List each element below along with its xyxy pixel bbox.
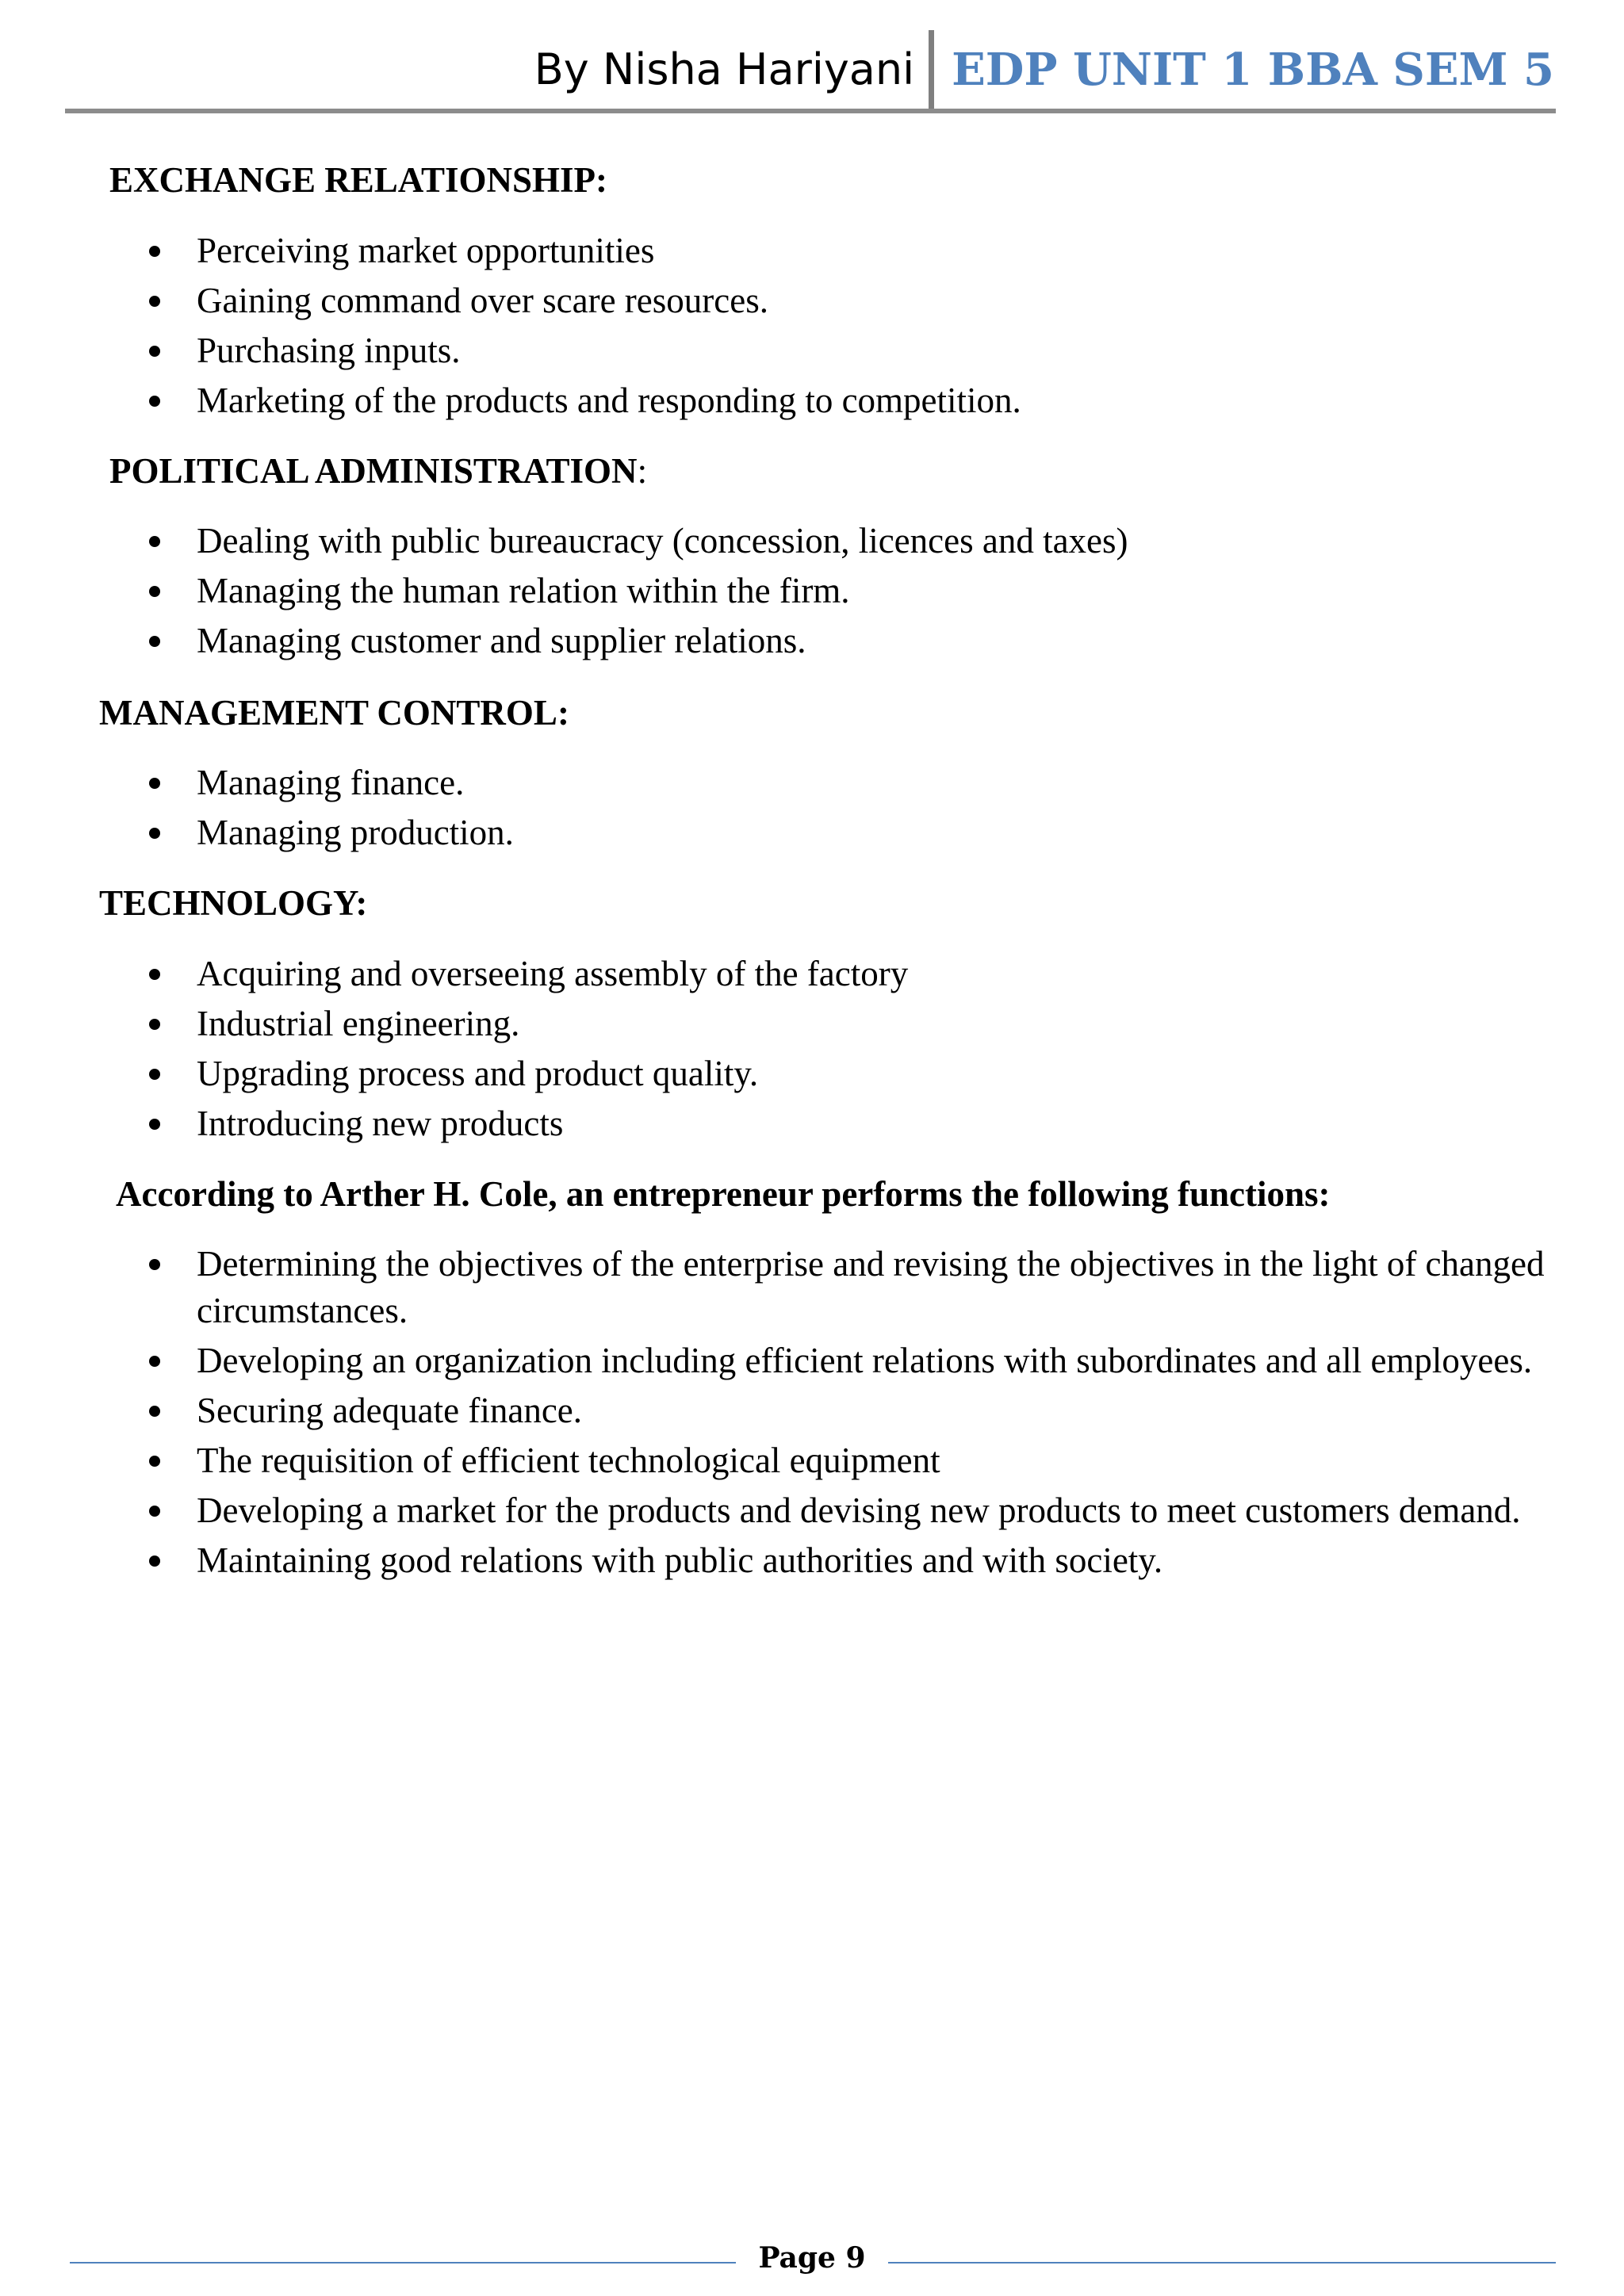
section-list-technology <box>0 951 1624 1150</box>
bullet-icon <box>149 1356 160 1367</box>
list-item-text: Introducing new products <box>197 1104 564 1143</box>
list-item-text: Managing customer and supplier relations. <box>197 621 806 660</box>
section-list-arther-cole <box>0 1241 1624 1587</box>
list-item <box>0 1241 1624 1334</box>
footer-rule-right <box>888 2262 1556 2263</box>
list-item <box>0 277 1624 324</box>
list-item-text: Determining the objectives of the enterprise and revising the objectives in the light of changed circumstances. <box>197 1244 1545 1330</box>
bullet-icon <box>149 536 160 547</box>
list-item <box>0 809 1624 856</box>
list-item <box>0 568 1624 614</box>
list-item-text: Acquiring and overseeing assembly of the factory <box>197 954 909 993</box>
list-item-text: Industrial engineering. <box>197 1004 520 1043</box>
list-item <box>0 760 1624 806</box>
bullet-icon <box>149 246 160 257</box>
section-heading-suffix: : <box>637 451 648 491</box>
list-item <box>0 1537 1624 1584</box>
section-list-political-administration <box>0 518 1624 668</box>
list-item <box>0 377 1624 424</box>
list-item-text: Marketing of the products and responding to competition. <box>197 381 1021 420</box>
section-list-exchange-relationship <box>0 228 1624 427</box>
bullet-icon <box>149 636 160 647</box>
bullet-icon <box>149 1069 160 1080</box>
list-item <box>0 1100 1624 1147</box>
bullet-icon <box>149 586 160 597</box>
list-item-text: Dealing with public bureaucracy (concession, licences and taxes) <box>197 521 1128 561</box>
list-item-text: Developing a market for the products and devising new products to meet customers demand. <box>197 1490 1521 1530</box>
list-item <box>0 327 1624 374</box>
list-item <box>0 1437 1624 1484</box>
list-item-text: Managing finance. <box>197 763 465 802</box>
section-heading-text: POLITICAL ADMINISTRATION <box>109 451 638 491</box>
bullet-icon <box>149 1119 160 1130</box>
list-item <box>0 1337 1624 1384</box>
header-title: EDP UNIT 1 BBA SEM 5 <box>952 44 1554 96</box>
list-item-text: Managing the human relation within the firm. <box>197 571 850 610</box>
bullet-icon <box>149 828 160 839</box>
page-number: Page 9 <box>758 2241 866 2275</box>
bullet-icon <box>149 1406 160 1417</box>
list-item <box>0 1050 1624 1097</box>
section-heading-technology: TECHNOLOGY: <box>99 883 368 923</box>
list-item-text: Developing an organization including efficient relations with subordinates and all employees. <box>197 1341 1533 1380</box>
list-item-text: Gaining command over scare resources. <box>197 281 768 320</box>
bullet-icon <box>149 1019 160 1030</box>
list-item <box>0 228 1624 274</box>
bullet-icon <box>149 1556 160 1567</box>
header-divider <box>929 30 934 109</box>
section-list-management-control <box>0 760 1624 859</box>
section-heading-political-administration <box>109 453 647 489</box>
list-item-text: The requisition of efficient technological equipment <box>197 1441 940 1480</box>
bullet-icon <box>149 1456 160 1467</box>
bullet-icon <box>149 969 160 980</box>
list-item <box>0 1487 1624 1534</box>
bullet-icon <box>149 346 160 357</box>
bullet-icon <box>149 396 160 407</box>
section-heading-management-control: MANAGEMENT CONTROL: <box>99 693 569 733</box>
list-item-text: Managing production. <box>197 813 514 852</box>
list-item <box>0 951 1624 997</box>
list-item-text: Securing adequate finance. <box>197 1391 583 1430</box>
list-item <box>0 518 1624 564</box>
section-heading-arther-cole: According to Arther H. Cole, an entrepreneur performs the following functions: <box>116 1174 1331 1214</box>
bullet-icon <box>149 778 160 789</box>
list-item <box>0 1001 1624 1047</box>
footer-rule-left <box>70 2262 736 2263</box>
section-heading-exchange-relationship: EXCHANGE RELATIONSHIP: <box>109 160 608 200</box>
list-item-text: Maintaining good relations with public authorities and with society. <box>197 1540 1163 1580</box>
list-item <box>0 618 1624 664</box>
bullet-icon <box>149 1259 160 1270</box>
page-header <box>534 29 1554 111</box>
header-rule <box>65 109 1556 113</box>
list-item-text: Purchasing inputs. <box>197 331 461 370</box>
bullet-icon <box>149 296 160 307</box>
bullet-icon <box>149 1506 160 1517</box>
header-author: By Nisha Hariyani <box>534 44 915 94</box>
list-item-text: Upgrading process and product quality. <box>197 1054 759 1093</box>
list-item-text: Perceiving market opportunities <box>197 231 655 270</box>
list-item <box>0 1387 1624 1434</box>
